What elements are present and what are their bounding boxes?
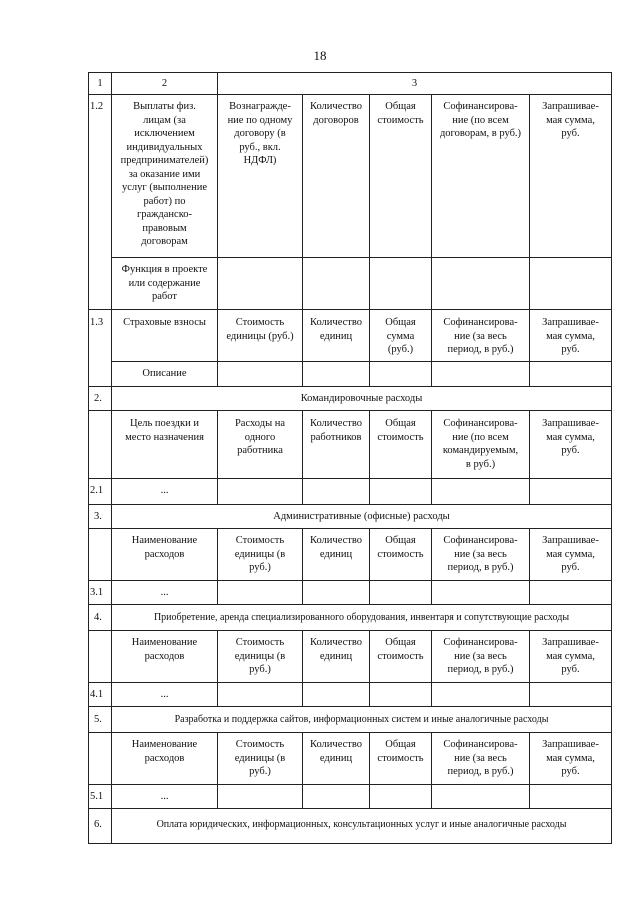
description-label: Описание (142, 368, 187, 379)
row-line (88, 504, 612, 505)
row-ellipsis: ... (160, 587, 169, 598)
section-number: 4. (94, 612, 102, 623)
header-col-1: 1 (97, 78, 103, 89)
section-number: 1.3 (90, 317, 104, 328)
section-title: Оплата юридических, информационных, консультационных услуг и иные аналогичные расходы (156, 819, 567, 830)
column-heading: Количество единиц (309, 739, 363, 764)
row-line (88, 94, 612, 95)
row-line (111, 361, 612, 362)
section-title: Административные (офисные) расходы (273, 511, 450, 522)
column-heading: Софинансирова- ние (по всем командируемым, в руб.) (442, 418, 519, 470)
column-heading: Стоимость единицы (в руб.) (234, 535, 286, 573)
column-heading: Софинансирова- ние (за весь период, в руб.) (443, 637, 518, 675)
table-left-border (88, 72, 89, 844)
column-heading: Общая стоимость (377, 101, 424, 126)
column-heading: Общая сумма (руб.) (385, 317, 416, 355)
column-heading: Количество работников (309, 418, 363, 443)
column-heading: Стоимость единицы (в руб.) (234, 739, 286, 777)
column-heading: Общая стоимость (377, 535, 424, 560)
section-title: Командировочные расходы (300, 393, 423, 404)
row-ellipsis: ... (160, 485, 169, 496)
page-number: 18 (313, 48, 327, 63)
column-heading: Запрашивае- мая сумма, руб. (542, 101, 599, 139)
column-heading: Наименование расходов (131, 637, 198, 662)
column-heading: Общая стоимость (377, 739, 424, 764)
row-line (88, 732, 612, 733)
section-number: 1.2 (90, 101, 104, 112)
row-number: 5.1 (90, 791, 104, 802)
section-number: 6. (94, 819, 102, 830)
row-number: 2.1 (90, 485, 104, 496)
row-number: 3.1 (90, 587, 104, 598)
column-heading: Общая стоимость (377, 418, 424, 443)
column-heading: Цель поездки и место назначения (125, 418, 204, 443)
row-ellipsis: ... (160, 689, 169, 700)
column-heading: Запрашивае- мая сумма, руб. (542, 418, 599, 456)
section-number: 2. (94, 393, 102, 404)
row-line (88, 410, 612, 411)
section-title: Приобретение, аренда специализированного оборудования, инвентаря и сопутствующие расходы (153, 612, 570, 623)
section-number: 3. (94, 511, 102, 522)
row-line (88, 706, 612, 707)
row-line (88, 630, 612, 631)
column-heading: Общая стоимость (377, 637, 424, 662)
column-heading: Наименование расходов (131, 535, 198, 560)
column-heading: Стоимость единицы (в руб.) (234, 637, 286, 675)
column-heading: Наименование расходов (131, 739, 198, 764)
header-col-3: 3 (411, 78, 418, 89)
column-heading: Количество единиц (309, 317, 363, 342)
row-line (88, 386, 612, 387)
column-heading: Количество единиц (309, 637, 363, 662)
section-title: Страховые взносы (123, 317, 206, 328)
row-line (88, 528, 612, 529)
section-title: Выплаты физ. лицам (за исключением индивидуальных предпринимателей) за оказание ими услуг (выполнение работ) по гражданско- правовым договорам (120, 101, 209, 247)
section-title: Разработка и поддержка сайтов, информационных систем и иные аналогичные расходы (174, 714, 549, 725)
column-heading: Стоимость единицы (руб.) (226, 317, 294, 342)
row-line (88, 808, 612, 809)
function-label: Функция в проекте или содержание работ (121, 264, 208, 302)
column-heading: Запрашивае- мая сумма, руб. (542, 637, 599, 675)
row-line (88, 309, 612, 310)
row-number: 4.1 (90, 689, 104, 700)
row-line (88, 580, 612, 581)
column-heading: Софинансирова- ние (за весь период, в руб.) (443, 317, 518, 355)
row-line (88, 784, 612, 785)
row-line (88, 604, 612, 605)
column-heading: Софинансирова- ние (за весь период, в руб.) (443, 739, 518, 777)
column-heading: Количество единиц (309, 535, 363, 560)
column-heading: Софинансирова- ние (по всем договорам, в руб.) (439, 101, 522, 139)
header-col-2: 2 (161, 78, 168, 89)
row-line (88, 478, 612, 479)
column-heading: Количество договоров (309, 101, 363, 126)
table-right-border (611, 72, 612, 844)
column-heading: Запрашивае- мая сумма, руб. (542, 535, 599, 573)
row-line (88, 843, 612, 844)
column-heading: Запрашивае- мая сумма, руб. (542, 739, 599, 777)
section-number: 5. (94, 714, 102, 725)
row-line (88, 72, 612, 73)
column-heading: Расходы на одного работника (234, 418, 286, 456)
column-heading: Софинансирова- ние (за весь период, в руб.) (443, 535, 518, 573)
row-line (111, 257, 612, 258)
column-heading: Вознагражде- ние по одному договору (в руб., вкл. НДФЛ) (227, 101, 293, 166)
column-heading: Запрашивае- мая сумма, руб. (542, 317, 599, 355)
row-line (88, 682, 612, 683)
row-ellipsis: ... (160, 791, 169, 802)
